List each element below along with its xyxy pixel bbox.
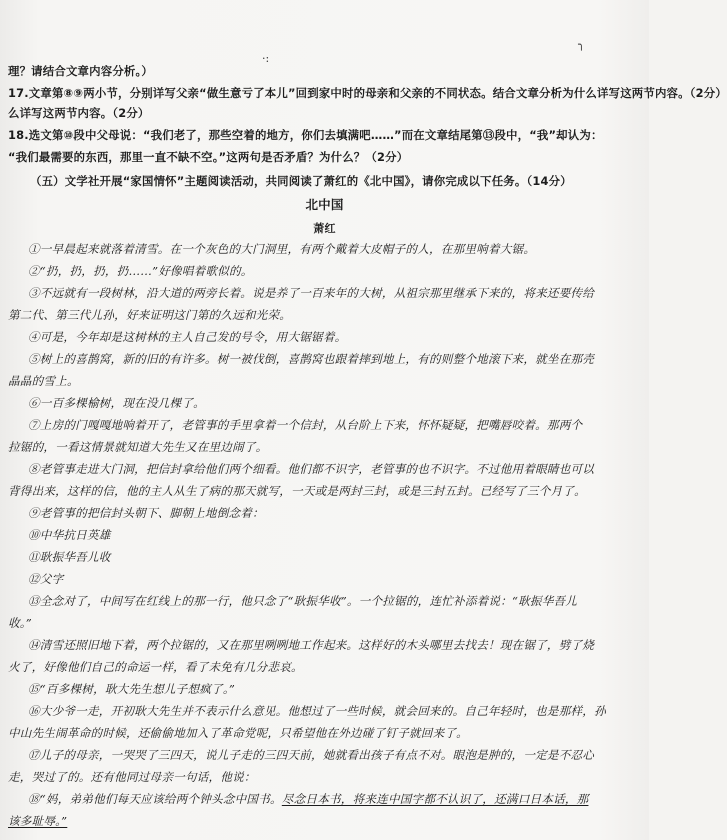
paragraph-line: ⑦上房的门嘎嘎地响着开了，老管事的手里拿着一个信封，从台阶上下来，怀怀疑疑，把嘴唇咬着。那两个 xyxy=(28,418,583,432)
paragraph-line: ③不远就有一段树林，沿大道的两旁长着。说是养了一百来年的大树，从祖宗那里继承下来的，将来还要传给 xyxy=(28,286,595,300)
underlined-sentence-end: 该多耻辱。” xyxy=(8,814,68,828)
paragraph-line: 收。” xyxy=(8,616,32,630)
question-17: 17.文章第⑧⑨两小节，分别详写父亲“做生意亏了本儿”回到家中时的母亲和父亲的不同状态。结合文章分析为什么详写这两节内容。（2分） xyxy=(8,86,727,100)
article-author: 萧红 xyxy=(313,222,336,235)
paragraph-line: 中山先生闹革命的时候，还偷偷地加入了革命党呢，只希望他在外边碰了钉子就回来了。 xyxy=(8,726,468,740)
paragraph-line: ⑪耿振华吾儿收 xyxy=(28,550,111,564)
question-18-cont: “我们最需要的东西，那里一直不缺不空。”这两句是否矛盾？为什么？（2分） xyxy=(8,150,409,164)
paragraph-line: ④可是，今年却是这树林的主人自己发的号令，用大锯锯着。 xyxy=(28,330,347,344)
paragraph-line: 走，哭过了的。还有他同过母亲一句话，他说： xyxy=(8,770,256,784)
corner-mark: ╮ xyxy=(578,38,585,51)
article-title: 北中国 xyxy=(305,197,344,212)
question-18: 18.选文第⑩段中父母说：“我们老了，那些空着的地方，你们去填满吧……”而在文章结尾第⑬段中，“我”却认为： xyxy=(8,128,603,142)
paragraph-line: ⑩中华抗日英雄 xyxy=(28,528,111,542)
paragraph-line: ⑫父字 xyxy=(28,572,64,586)
text-line: 理？请结合文章内容分析。） xyxy=(8,64,153,78)
section-five-intro: （五）文学社开展“家国情怀”主题阅读活动，共同阅读了萧红的《北中国》，请你完成以下任务。（14分） xyxy=(30,174,572,188)
paragraph-line: ⑥一百多棵榆树，现在没几棵了。 xyxy=(28,396,205,410)
paragraph-line: 背得出来，这样的信，他的主人从生了病的那天就写，一天或是两封三封，或是三封五封。已经写了三个月了。 xyxy=(8,484,586,498)
paragraph-line: ⑬全念对了，中间写在红线上的那一行，他只念了“耿振华收”。一个拉锯的，连忙补添着说：“耿振华吾儿 xyxy=(28,594,578,608)
paragraph-line: ⑨老管事的把信封头朝下、脚朝上地倒念着： xyxy=(28,506,264,520)
paragraph-line: ⑯大少爷一走，开初耿大先生并不表示什么意见。他想过了一些时候，就会回来的。自己年轻时，也是那样，孙 xyxy=(28,704,606,718)
paragraph-line xyxy=(28,792,635,807)
paragraph-line xyxy=(8,814,635,829)
paragraph-line: ⑭清雪还照旧地下着，两个拉锯的，又在那里咧咧地工作起来。这样好的木头哪里去找去！现在锯了，劈了烧 xyxy=(28,638,595,652)
paragraph-line: ⑤树上的喜鹊窝，新的旧的有许多。树一被伐倒，喜鹊窝也跟着摔到地上，有的则整个地滚下来，就坐在那壳 xyxy=(28,352,595,366)
paragraph-line: ⑮“百多棵树，耿大先生想儿子想疯了。” xyxy=(28,682,235,696)
paragraph-line: 拉锯的，一看这情景就知道大先生又在里边闹了。 xyxy=(8,440,268,454)
paragraph-line: ①一早晨起来就落着清雪。在一个灰色的大门洞里，有两个戴着大皮帽子的人，在那里响着大锯。 xyxy=(28,242,536,256)
paragraph-18-start: ⑱“妈，弟弟他们每天应该给两个钟头念中国书。 xyxy=(28,792,282,806)
paragraph-line: ②“扔，扔，扔，扔……”好像唱着歌似的。 xyxy=(28,264,253,278)
question-17-cont: 么详写这两节内容。（2分） xyxy=(8,106,150,120)
scan-mark: ·: xyxy=(262,52,270,65)
paragraph-line: ⑰儿子的母亲，一哭哭了三四天，说儿子走的三四天前，她就看出孩子有点不对。眼泡是肿的，一定是不忍心 xyxy=(28,748,595,762)
paragraph-line: 火了，好像他们自己的命运一样，看了未免有几分悲哀。 xyxy=(8,660,303,674)
underlined-sentence: 尽念日本书，将来连中国字都不认识了，还满口日本话，那 xyxy=(281,792,589,806)
paragraph-line: 晶晶的雪上。 xyxy=(8,374,79,388)
paragraph-line: ⑧老管事走进大门洞，把信封拿给他们两个细看。他们都不识字，老管事的也不识字。不过他用着眼睛也可以 xyxy=(28,462,595,476)
paragraph-line: 第二代、第三代儿孙，好来证明这门第的久远和光荣。 xyxy=(8,308,292,322)
